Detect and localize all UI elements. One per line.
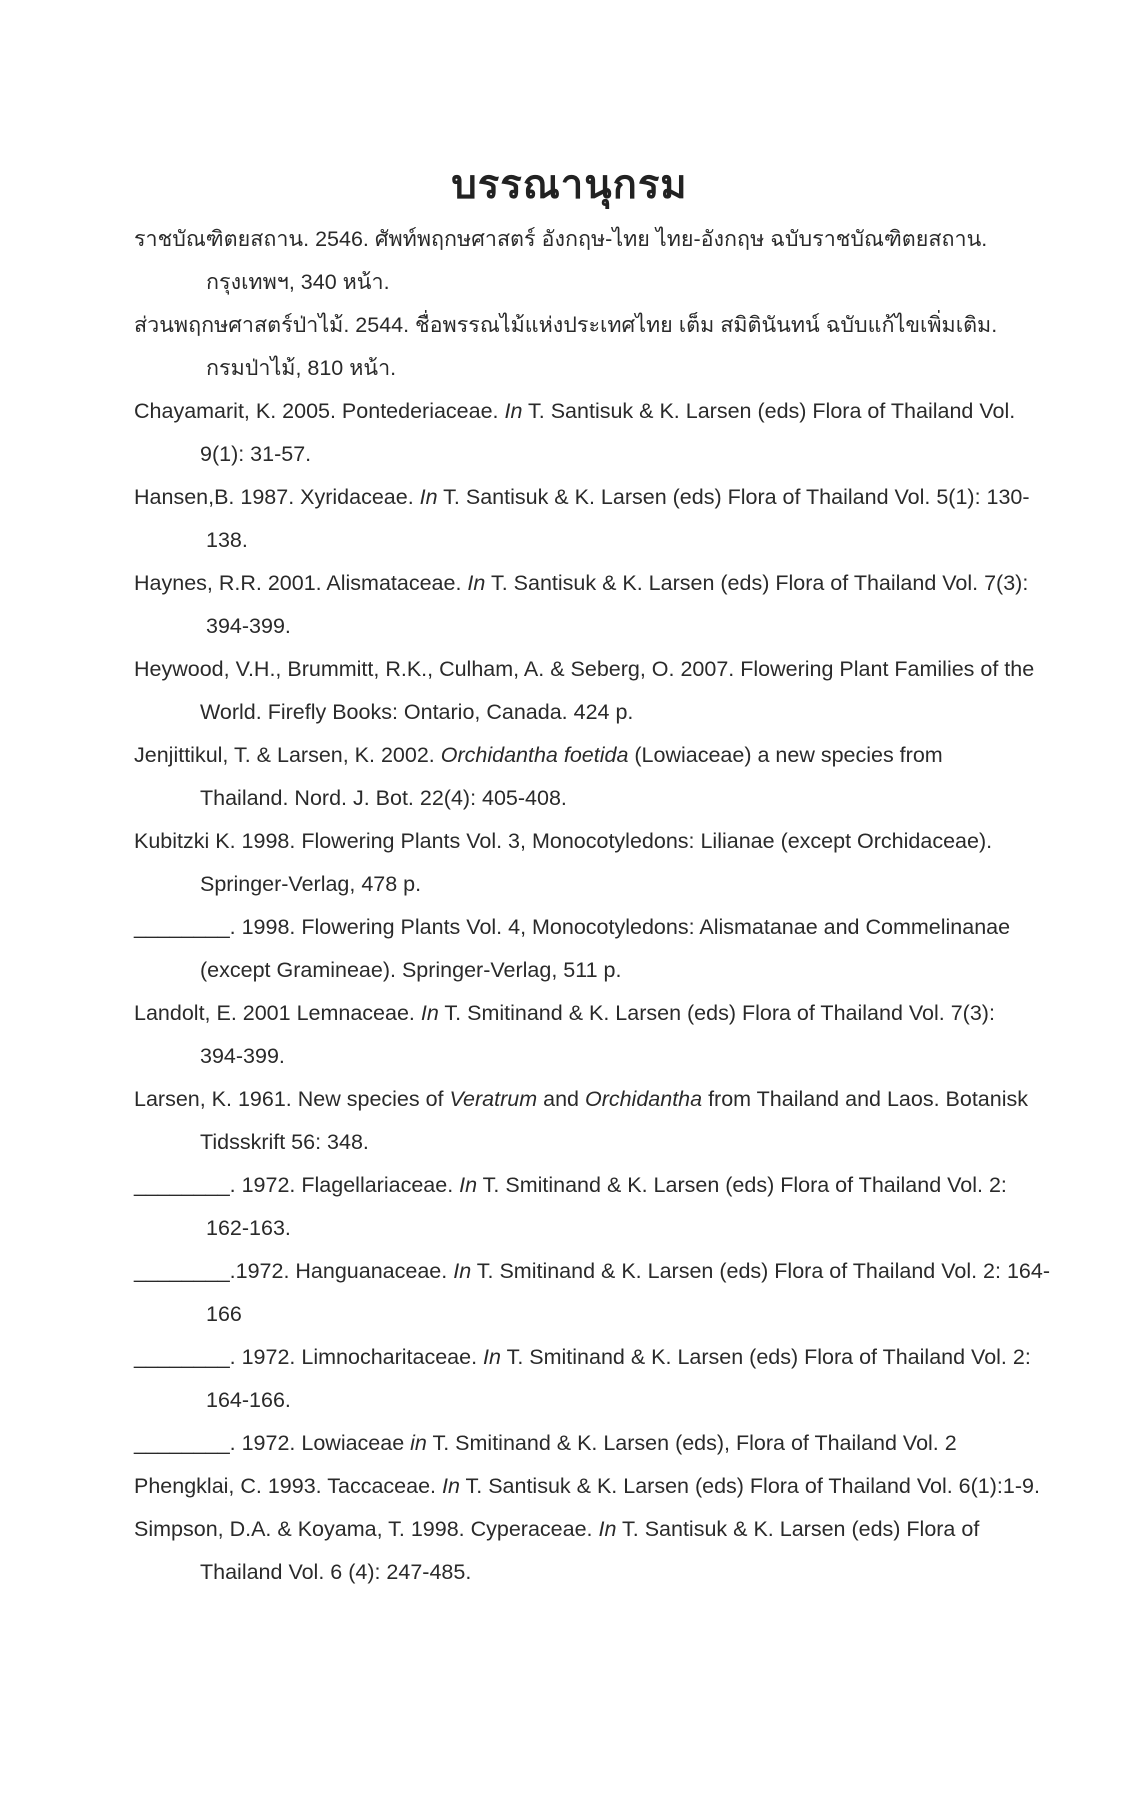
- reference-continuation: Tidsskrift 56: 348.: [200, 1130, 369, 1154]
- reference-item: [134, 1508, 1074, 1594]
- reference-continuation: World. Firefly Books: Ontario, Canada. 424 p.: [200, 700, 634, 724]
- reference-item: [134, 992, 1074, 1078]
- reference-line: Haynes, R.R. 2001. Alismataceae. In T. Santisuk & K. Larsen (eds) Flora of Thailand Vol. 7(3):: [134, 571, 1029, 595]
- reference-continuation: 166: [206, 1302, 242, 1326]
- reference-item: [134, 562, 1074, 648]
- reference-item: [134, 304, 1074, 390]
- reference-item: [134, 820, 1074, 906]
- reference-item: [134, 1336, 1074, 1422]
- reference-line: Simpson, D.A. & Koyama, T. 1998. Cyperaceae. In T. Santisuk & K. Larsen (eds) Flora of: [134, 1517, 980, 1541]
- reference-item: [134, 734, 1074, 820]
- reference-continuation: 138.: [206, 528, 248, 552]
- reference-item: [134, 1465, 1074, 1508]
- reference-item: [134, 1164, 1074, 1250]
- reference-line: Kubitzki K. 1998. Flowering Plants Vol. 3, Monocotyledons: Lilianae (except Orchidaceae).: [134, 829, 993, 853]
- reference-line: Phengklai, C. 1993. Taccaceae. In T. Santisuk & K. Larsen (eds) Flora of Thailand Vol. 6(1):1-9.: [134, 1474, 1040, 1498]
- reference-line: Chayamarit, K. 2005. Pontederiaceae. In T. Santisuk & K. Larsen (eds) Flora of Thailand Vol.: [134, 399, 1016, 423]
- reference-continuation: (except Gramineae). Springer-Verlag, 511 p.: [200, 958, 622, 982]
- reference-continuation: 394-399.: [200, 1044, 285, 1068]
- reference-continuation: กรุงเทพฯ, 340 หน้า.: [206, 270, 390, 294]
- reference-continuation: Thailand. Nord. J. Bot. 22(4): 405-408.: [200, 786, 567, 810]
- reference-item: [134, 1250, 1074, 1336]
- reference-list: [134, 218, 1074, 1594]
- reference-line: ________. 1972. Flagellariaceae. In T. Smitinand & K. Larsen (eds) Flora of Thailand Vol. 2:: [134, 1173, 1007, 1197]
- reference-line: Jenjittikul, T. & Larsen, K. 2002. Orchidantha foetida (Lowiaceae) a new species from: [134, 743, 943, 767]
- reference-item: [134, 390, 1074, 476]
- reference-continuation: 162-163.: [206, 1216, 291, 1240]
- reference-line: ส่วนพฤกษศาสตร์ป่าไม้. 2544. ชื่อพรรณไม้แห่งประเทศไทย เต็ม สมิตินันทน์ ฉบับแก้ไขเพิ่มเติม.: [134, 313, 998, 337]
- reference-continuation: Thailand Vol. 6 (4): 247-485.: [200, 1560, 472, 1584]
- reference-continuation: Springer-Verlag, 478 p.: [200, 872, 422, 896]
- reference-item: [134, 648, 1074, 734]
- reference-continuation: 164-166.: [206, 1388, 291, 1412]
- page-title: บรรณานุกรม: [451, 163, 688, 207]
- reference-continuation: กรมป่าไม้, 810 หน้า.: [206, 356, 397, 380]
- reference-line: ________. 1998. Flowering Plants Vol. 4, Monocotyledons: Alismatanae and Commelinanae: [134, 915, 1011, 939]
- reference-line: ________. 1972. Lowiaceae in T. Smitinand & K. Larsen (eds), Flora of Thailand Vol. 2: [134, 1431, 957, 1455]
- reference-line: ________. 1972. Limnocharitaceae. In T. Smitinand & K. Larsen (eds) Flora of Thailand Vol. 2:: [134, 1345, 1031, 1369]
- reference-line: ราชบัณฑิตยสถาน. 2546. ศัพท์พฤกษศาสตร์ อังกฤษ-ไทย ไทย-อังกฤษ ฉบับราชบัณฑิตยสถาน.: [134, 227, 988, 251]
- reference-item: [134, 906, 1074, 992]
- reference-line: Hansen,B. 1987. Xyridaceae. In T. Santisuk & K. Larsen (eds) Flora of Thailand Vol. 5(1): 130-: [134, 485, 1030, 509]
- reference-line: Heywood, V.H., Brummitt, R.K., Culham, A. & Seberg, O. 2007. Flowering Plant Families of the: [134, 657, 1035, 681]
- reference-item: [134, 1078, 1074, 1164]
- reference-item: [134, 1422, 1074, 1465]
- reference-line: Landolt, E. 2001 Lemnaceae. In T. Smitinand & K. Larsen (eds) Flora of Thailand Vol. 7(3):: [134, 1001, 995, 1025]
- reference-item: [134, 476, 1074, 562]
- reference-continuation: 9(1): 31-57.: [200, 442, 312, 466]
- reference-continuation: 394-399.: [206, 614, 291, 638]
- reference-item: [134, 218, 1074, 304]
- reference-line: ________.1972. Hanguanaceae. In T. Smitinand & K. Larsen (eds) Flora of Thailand Vol. 2: 164-: [134, 1259, 1050, 1283]
- reference-line: Larsen, K. 1961. New species of Veratrum and Orchidantha from Thailand and Laos. Botanisk: [134, 1087, 1028, 1111]
